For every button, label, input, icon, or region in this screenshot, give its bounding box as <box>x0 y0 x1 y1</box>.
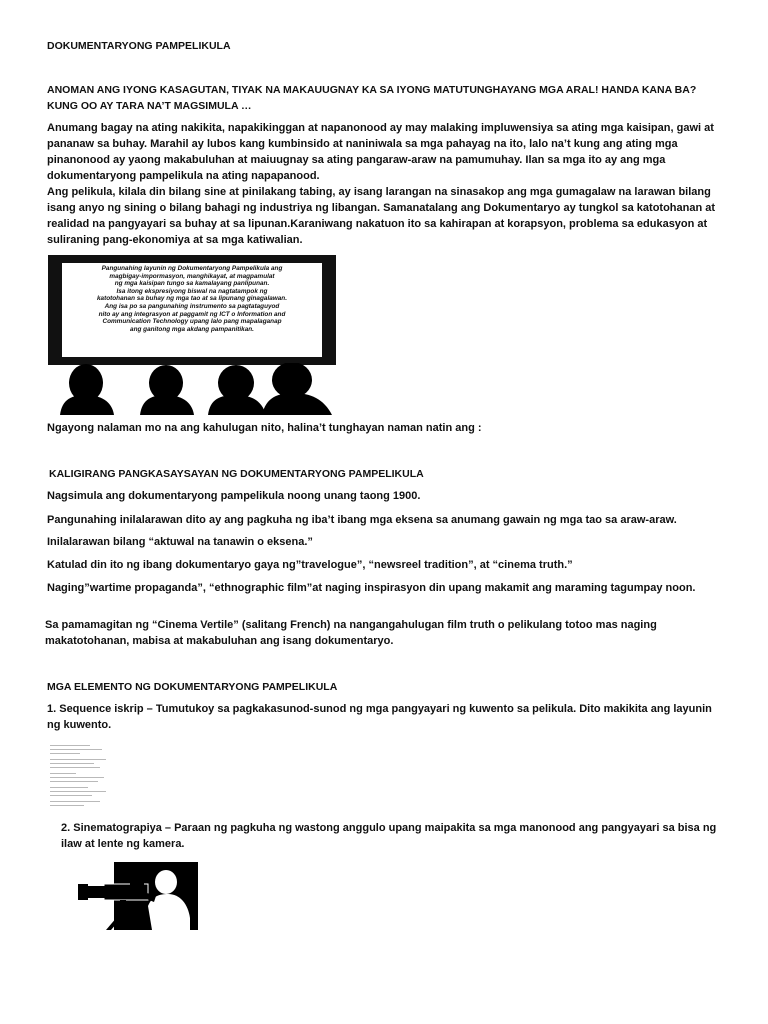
section-heading-history: KALIGIRANG PANGKASAYSAYAN NG DOKUMENTARYONG PAMPELIKULA <box>49 468 424 480</box>
history-line-6: Sa pamamagitan ng “Cinema Vertile” (salitang French) na nangangahulugan film truth o pelikulang totoo mas naging makatotohanan, mabisa at makabuluhan ang isang dokumentaryo. <box>45 619 657 647</box>
paragraph-definition: Ang pelikula, kilala din bilang sine at pinilakang tabing, ay isang larangan na sinasakop ang mga gumagalaw na larawan bilang isang anyo ng sining o bilang bahagi ng industriya ng libangan. Samanatalang ang Dokumentaryo ay tungkol sa katotohanan at realidad na pangyayari sa buhay at sa lipunan.Karaniwang nakatuon ito sa kahirapan at korapsyon, problema sa edukasyon at suliraning pang-ekonomiya at sa mga katiwalian. <box>47 186 716 246</box>
paragraph-intro: Anumang bagay na ating nakikita, napakikinggan at napanonood ay may malaking impluwensiya sa ating mga kaisipan, gawi at pananaw sa buhay. Marahil ay lubos kang kumbinsido at naniniwala sa mga pahayag na ito, lalo na’t kung ang ating mga pinanonood ay yaong makabuluhan at maiuugnay sa ating pangaraw-araw na pamumuhay. Ilan sa mga ito ay ang mga dokumentaryong pampelikula na ating napapanood. <box>47 122 714 182</box>
history-line-1: Nagsimula ang dokumentaryong pampelikula noong unang taong 1900. <box>47 490 421 502</box>
element-item-1: 1. Sequence iskrip – Tumutukoy sa pagkakasunod-sunod ng mga pangyayari ng kuwento sa pelikula. Dito makikita ang layunin ng kuwento. <box>47 703 712 731</box>
screen-frame <box>48 255 336 365</box>
intro-caps-text: ANOMAN ANG IYONG KASAGUTAN, TIYAK NA MAKAUUGNAY KA SA IYONG MATUTUNGHAYANG MGA ARAL! HANDA KANA BA? KUNG OO AY TARA NA’T MAGSIMULA … <box>47 84 697 112</box>
history-line-4: Katulad din ito ng ibang dokumentaryo gaya ng”travelogue”, “newsreel tradition”, at “cinema truth.” <box>47 559 573 571</box>
history-line-2: Pangunahing inilalarawan dito ay ang pagkuha ng iba’t ibang mga eksena sa anumang gawain ng mga tao sa araw-araw. <box>47 514 677 526</box>
document-title: DOKUMENTARYONG PAMPELIKULA <box>47 40 231 52</box>
cinema-screen-illustration <box>48 255 346 415</box>
sequence-script-thumbnail <box>48 742 110 808</box>
camera-operator-illustration <box>48 862 198 930</box>
section-heading-elements: MGA ELEMENTO NG DOKUMENTARYONG PAMPELIKULA <box>47 681 338 693</box>
history-line-3: Inilalarawan bilang “aktuwal na tanawin o eksena.” <box>47 536 313 548</box>
history-line-5: Naging”wartime propaganda”, “ethnographic film”at naging inspirasyon din upang makamit ang maraming tagumpay noon. <box>47 582 696 594</box>
audience-silhouettes <box>48 363 346 415</box>
screen-text-box: Pangunahing layunin ng Dokumentaryong Pampelikula ang magbigay-impormasyon, manghikayat, at magpamulat ng mga kaisipan tungo sa kamalayang panlipunan. Isa itong ekspresiyong biswal na nagtatampok ng katotohanan sa buhay ng mga tao at sa lipunang ginagalawan. Ang isa po sa pangunahing instrumento sa pagtataguyod nito ay ang integrasyon at paggamit ng ICT o Information and Communication Technology upang lalo pang mapalaganap ang ganitong mga akdang pampanitikan. <box>62 263 322 357</box>
transition-text: Ngayong nalaman mo na ang kahulugan nito, halina’t tunghayan naman natin ang : <box>47 422 482 434</box>
element-item-2: 2. Sinematograpiya – Paraan ng pagkuha ng wastong anggulo upang maipakita sa mga manonood ang pangyayari sa bisa ng ilaw at lente ng kamera. <box>61 822 717 850</box>
